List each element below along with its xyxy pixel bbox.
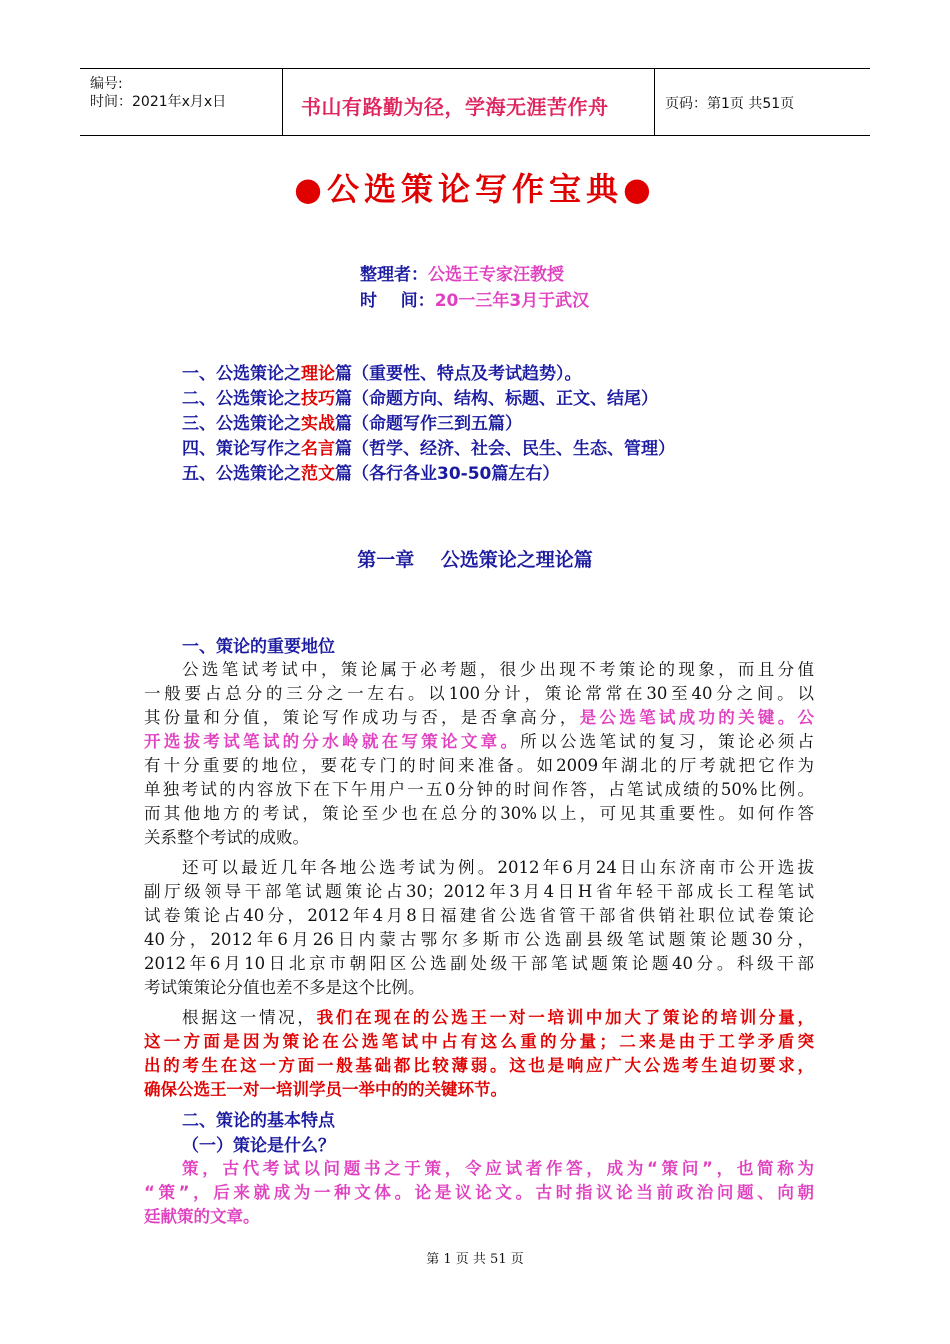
toc-item-prefix: 四、策论写作之 <box>182 439 301 459</box>
date-value: 20一三年3月于武汉 <box>434 291 590 311</box>
paragraph-line: 2012年6月10日北京市朝阳区公选副处级干部笔试题策论题40分。科级干部 <box>144 954 814 973</box>
editor-line <box>360 260 564 285</box>
toc-item-highlight: 实战 <box>301 414 335 434</box>
paragraph-line: 单独考试的内容放下在下午用户一五0分钟的时间作答，占笔试成绩的50%比例。 <box>144 780 814 799</box>
paragraph-line <box>182 1006 814 1030</box>
toc-item-highlight: 技巧 <box>301 389 335 409</box>
highlight-text: 开选拔考试笔试的分水岭就在写策论文章。 <box>144 732 521 751</box>
header-right-cell <box>655 69 870 135</box>
text-span: 其份量和分值，策论写作成功与否，是否拿高分， <box>144 708 580 727</box>
date-line <box>360 286 589 311</box>
toc-item-prefix: 二、公选策论之 <box>182 389 301 409</box>
toc-item-highlight: 范文 <box>301 464 335 484</box>
editor-label: 整理者： <box>360 265 428 285</box>
paragraph-line: “策”，后来就成为一种文体。论是议论文。古时指议论当前政治问题、向朝 <box>144 1183 814 1202</box>
header-left-cell <box>80 69 283 135</box>
paragraph-line: 廷献策的文章。 <box>144 1207 260 1226</box>
paragraph-line: 40分，2012年6月26日内蒙古鄂尔多斯市公选副县级笔试题策论题30分， <box>144 930 814 949</box>
toc-item-suffix: 篇（命题方向、结构、标题、正文、结尾） <box>335 389 658 409</box>
header-table <box>80 68 870 136</box>
toc-item-prefix: 一、公选策论之 <box>182 364 301 384</box>
paragraph-line: 还可以最近几年各地公选考试为例。2012年6月24日山东济南市公开选拔 <box>182 858 814 877</box>
toc-item <box>182 434 675 459</box>
paragraph-line: 出的考生在这一方面一般基础都比较薄弱。这也是响应广大公选考生迫切要求， <box>144 1056 814 1075</box>
date-label: 时 间： <box>360 291 435 311</box>
text-span: 所以公选笔试的复习，策论必须占 <box>520 732 815 751</box>
chapter-title: 第一章 公选策论之理论篇 <box>357 549 593 571</box>
paragraph-line: 考试策策论分值也差不多是这个比例。 <box>144 978 425 997</box>
page-footer: 第 1 页 共 51 页 <box>426 1252 524 1267</box>
section-heading: 二、策论的基本特点 <box>182 1111 335 1131</box>
highlight-text: 我们在现在的公选王一对一培训中加大了策论的培训分量， <box>316 1008 814 1027</box>
paragraph-line: 公选笔试考试中，策论属于必考题，很少出现不考策论的现象，而且分值 <box>182 660 814 679</box>
paragraph-line: 而其他地方的考试，策论至少也在总分的30%以上，可见其重要性。如何作答 <box>144 804 814 823</box>
toc-item-suffix: 篇（命题写作三到五篇） <box>335 414 522 434</box>
page-info: 页码：第1页 共51页 <box>665 96 795 112</box>
document-title: ●公选策论写作宝典● <box>294 170 656 208</box>
header-middle-cell <box>283 69 655 135</box>
section-heading: 一、策论的重要地位 <box>182 637 335 657</box>
toc-item-suffix: 篇（哲学、经济、社会、民生、生态、管理） <box>335 439 675 459</box>
paragraph-line: 这一方面是因为策论在公选笔试中占有这么重的分量；二来是由于工学矛盾突 <box>144 1032 814 1051</box>
toc-item-suffix: 篇（重要性、特点及考试趋势）。 <box>335 364 582 384</box>
highlight-text: 是公选笔试成功的关键。 <box>579 708 798 727</box>
toc-item-highlight: 名言 <box>301 439 335 459</box>
number-label: 编号: <box>90 76 123 92</box>
paragraph-line: 关系整个考试的成败。 <box>144 828 309 847</box>
paragraph-line: 有十分重要的地位，要花专门的时间来准备。如2009年湖北的厅考就把它作为 <box>144 756 814 775</box>
toc-item-prefix: 五、公选策论之 <box>182 464 301 484</box>
paragraph-line: 副厅级领导干部笔试题策论占30；2012年3月4日H省年轻干部成长工程笔试 <box>144 882 814 901</box>
toc-item-suffix: 篇（各行各业30-50篇左右） <box>335 464 560 484</box>
toc-item-prefix: 三、公选策论之 <box>182 414 301 434</box>
editor-value: 公选王专家汪教授 <box>428 265 564 285</box>
toc-item-highlight: 理论 <box>301 364 335 384</box>
paragraph-line <box>144 730 814 754</box>
paragraph-line: 试卷策论占40分，2012年4月8日福建省公选省管干部省供销社职位试卷策论 <box>144 906 814 925</box>
paragraph-line <box>144 706 814 730</box>
text-span: 根据这一情况， <box>182 1008 317 1027</box>
time-label: 时间：2021年x月x日 <box>90 94 227 110</box>
motto: 书山有路勤为径，学海无涯苦作舟 <box>301 95 609 119</box>
paragraph-line: 一般要占总分的三分之一左右。以100分计，策论常常在30至40分之间。以 <box>144 684 814 703</box>
toc-item <box>182 409 522 434</box>
highlight-text: 公 <box>797 708 815 727</box>
toc-item <box>182 459 559 484</box>
subsection-heading: （一）策论是什么？ <box>182 1136 335 1156</box>
toc-item <box>182 359 582 384</box>
paragraph-line: 确保公选王一对一培训学员一举中的的关键环节。 <box>144 1080 507 1099</box>
toc-item <box>182 384 658 409</box>
paragraph-line: 策，古代考试以问题书之于策，令应试者作答，成为“策问”，也简称为 <box>182 1159 814 1178</box>
